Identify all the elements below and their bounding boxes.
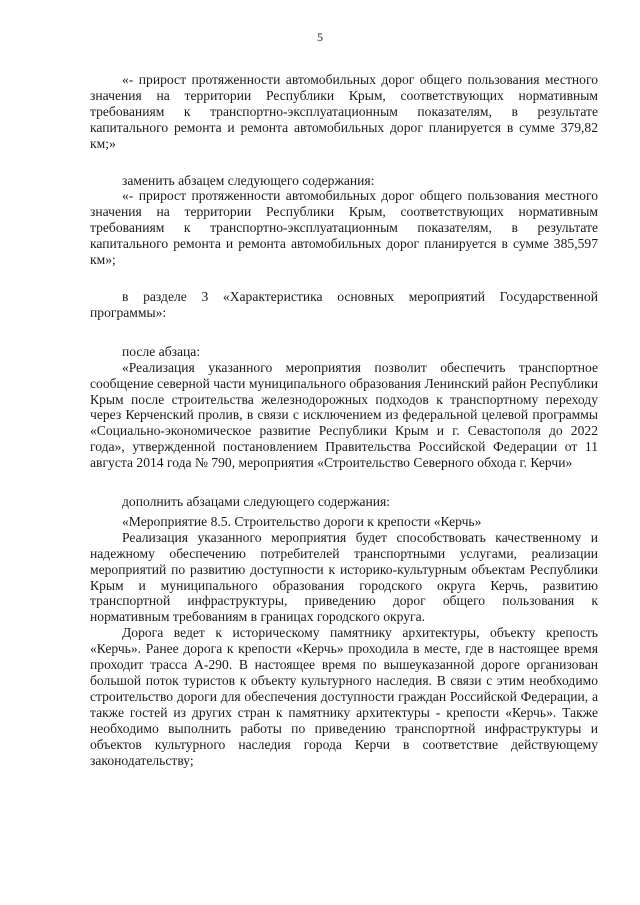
paragraph-replace-instruction: заменить абзацем следующего содержания: (122, 172, 375, 188)
document-body (90, 72, 598, 768)
paragraph-after-instruction: после абзаца: (122, 343, 201, 359)
page-number: 5 (317, 30, 323, 44)
paragraph-measure-purpose: Реализация указанного мероприятия будет способствовать качественному и надежному обеспечению потребителей транспортными услугами, реализации мероприятий по развитию доступности к историко-культурным объектам Республики Крым и муниципального образования городского округа Керчь, развитию транспортной инфраструктуры, приведению дорог общего пользования к нормативным требованиям в границах городского округа. (90, 529, 598, 625)
paragraph-measure-heading: «Мероприятие 8.5. Строительство дороги к крепости «Керчь» (122, 513, 482, 529)
paragraph-old-indicator: «- прирост протяженности автомобильных дорог общего пользования местного значения на территории Республики Крым, соответствующих нормативным требованиям к транспортно-эксплуатационным показателям, в результате капитального ремонта и ремонта автомобильных дорог планируется в сумме 379,82 км;» (90, 72, 598, 151)
paragraph-section-3-instruction: в разделе 3 «Характеристика основных мероприятий Государственной программы»: (90, 288, 598, 320)
paragraph-road-description: Дорога ведет к историческому памятнику архитектуры, объекту крепость «Керчь». Ранее дорога к крепости «Керчь» проходила в месте, где в настоящее время проходит трасса А-290. В настоящее время по вышеуказанной дороге организован большой поток туристов к объекту культурного наследия. В связи с этим необходимо строительство дороги для обеспечения доступности граждан Российской Федерации, а также гостей из других стран к памятнику архитектуры - крепости «Керчь». Также необходимо выполнить работы по приведению транспортной инфраструктуры и объектов культурного наследия города Керчи в соответствие действующему законодательству; (90, 625, 598, 768)
paragraph-new-indicator: «- прирост протяженности автомобильных дорог общего пользования местного значения на территории Республики Крым, соответствующих нормативным требованиям к транспортно-эксплуатационным показателям, в результате капитального ремонта и ремонта автомобильных дорог планируется в сумме 385,597 км»; (90, 188, 598, 268)
paragraph-quoted-measure: «Реализация указанного мероприятия позволит обеспечить транспортное сообщение северной части муниципального образования Ленинский район Республики Крым после строительства железнодорожных подходов к транспортному переходу через Керченский пролив, в связи с исключением из федеральной целевой программы «Социально-экономическое развитие Республики Крым и г. Севастополя до 2022 года», утвержденной постановлением Правительства Российской Федерации от 11 августа 2014 года № 790, мероприятия «Строительство Северного обхода г. Керчи» (90, 359, 598, 471)
paragraph-add-instruction: дополнить абзацами следующего содержания: (122, 494, 391, 510)
